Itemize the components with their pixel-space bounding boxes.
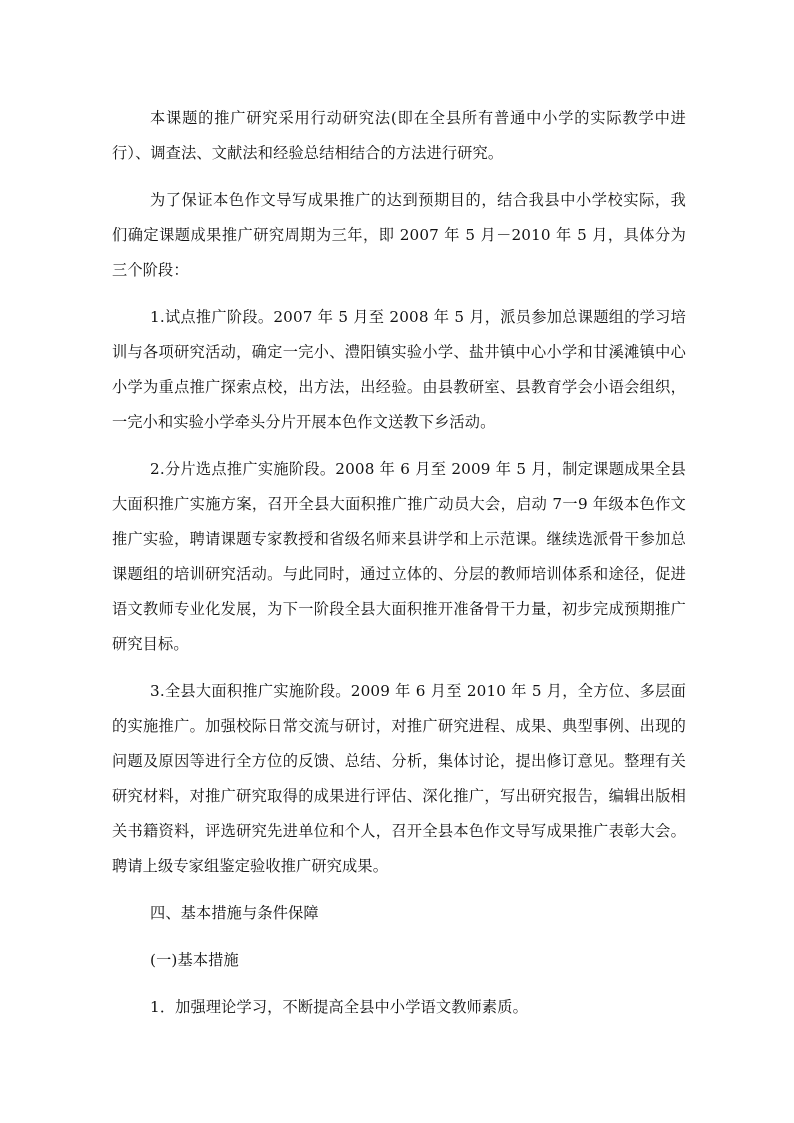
document-body <box>112 101 686 1025</box>
paragraph-stage-2: 2.分片选点推广实施阶段。2008 年 6 月至 2009 年 5 月，制定课题成果全县大面积推广实施方案，召开全县大面积推广推广动员大会，启动 7一9 年级本色作文推广实验，聘请课题专家教授和省级名师来县讲学和上示范课。继续选派骨干参加总课题组的培训研究活动。与此同时，通过立体的、分层的教师培训体系和途径，促进语文教师专业化发展，为下一阶段全县大面积推开准备骨干力量，初步完成预期推广研究目标。 <box>112 460 686 653</box>
paragraph-research-methods: 本课题的推广研究采用行动研究法(即在全县所有普通中小学的实际教学中进行）、调查法、文献法和经验总结相结合的方法进行研究。 <box>112 109 686 162</box>
paragraph-research-period: 为了保证本色作文导写成果推广的达到预期目的，结合我县中小学校实际，我们确定课题成果推广研究周期为三年，即 2007 年 5 月－2010 年 5 月，具体分为三个阶段： <box>112 191 686 279</box>
list-item-theory-study: 1．加强理论学习，不断提高全县中小学语文教师素质。 <box>150 998 528 1016</box>
subsection-heading-basic-measures: (一)基本措施 <box>150 951 239 969</box>
paragraph-stage-3: 3.全县大面积推广实施阶段。2009 年 6 月至 2010 年 5 月，全方位、多层面的实施推广。加强校际日常交流与研讨，对推广研究进程、成果、典型事例、出现的问题及原因等进行全方位的反馈、总结、分析，集体讨论，提出修订意见。整理有关研究材料，对推广研究取得的成果进行评估、深化推广，写出研究报告，编辑出版相关书籍资料，评选研究先进单位和个人，召开全县本色作文导写成果推广表彰大会。聘请上级专家组鉴定验收推广研究成果。 <box>112 682 686 875</box>
paragraph-stage-1: 1.试点推广阶段。2007 年 5 月至 2008 年 5 月，派员参加总课题组的学习培训与各项研究活动，确定一完小、澧阳镇实验小学、盐井镇中心小学和甘溪滩镇中心小学为重点推广探索点校，出方法，出经验。由县教研室、县教育学会小语会组织，一完小和实验小学牵头分片开展本色作文送教下乡活动。 <box>112 308 686 431</box>
section-heading-measures: 四、基本措施与条件保障 <box>150 904 319 922</box>
